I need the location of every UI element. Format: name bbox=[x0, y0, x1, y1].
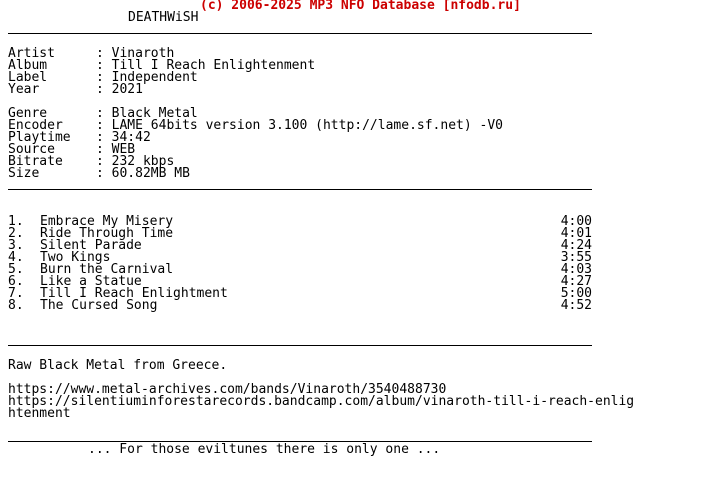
bandcamp-link-continued: htenment bbox=[8, 406, 71, 421]
track-title: Two Kings bbox=[40, 250, 111, 265]
info-sep: : bbox=[96, 70, 112, 85]
tech-sep: : bbox=[96, 106, 112, 121]
info-value: 2021 bbox=[111, 82, 143, 97]
info-key: Album bbox=[8, 58, 48, 73]
tech-key: Playtime bbox=[8, 130, 71, 145]
info-value: Till I Reach Enlightenment bbox=[111, 58, 316, 73]
track-duration: 4:52 bbox=[560, 298, 592, 313]
release-group-title: DEATHWiSH bbox=[128, 10, 199, 25]
tech-sep: : bbox=[96, 142, 112, 157]
divider bbox=[8, 33, 592, 34]
info-key: Label bbox=[8, 70, 48, 85]
track-title: Ride Through Time bbox=[40, 226, 174, 241]
track-number: 4. bbox=[8, 250, 24, 265]
track-number: 5. bbox=[8, 262, 24, 277]
track-number: 3. bbox=[8, 238, 24, 253]
tech-value: LAME 64bits version 3.100 (http://lame.sf.net) -V0 bbox=[111, 118, 503, 133]
tech-value: 232 kbps bbox=[111, 154, 175, 169]
track-number: 8. bbox=[8, 298, 24, 313]
tech-key: Bitrate bbox=[8, 154, 63, 169]
tech-key: Encoder bbox=[8, 118, 63, 133]
track-duration: 3:55 bbox=[560, 250, 592, 265]
track-number: 2. bbox=[8, 226, 24, 241]
track-duration: 4:01 bbox=[560, 226, 592, 241]
info-value: Independent bbox=[111, 70, 198, 85]
footer-tagline: ... For those eviltunes there is only one ... bbox=[88, 442, 441, 457]
tech-sep: : bbox=[96, 130, 112, 145]
copyright-notice: (c) 2006-2025 MP3 NFO Database [nfodb.ru] bbox=[200, 0, 521, 13]
info-row-year bbox=[8, 84, 143, 96]
track-title: Burn the Carnival bbox=[40, 262, 174, 277]
tech-sep: : bbox=[96, 154, 112, 169]
track-duration: 4:27 bbox=[560, 274, 592, 289]
track-title: Silent Parade bbox=[40, 238, 142, 253]
track-number: 6. bbox=[8, 274, 24, 289]
track-duration: 4:24 bbox=[560, 238, 592, 253]
info-sep: : bbox=[96, 82, 112, 97]
description-text: Raw Black Metal from Greece. bbox=[8, 358, 228, 373]
info-value: Vinaroth bbox=[111, 46, 175, 61]
bandcamp-link: https://silentiuminforestarecords.bandcamp.com/album/vinaroth-till-i-reach-enlig bbox=[8, 394, 635, 409]
tech-key: Genre bbox=[8, 106, 48, 121]
info-sep: : bbox=[96, 58, 112, 73]
tech-value: 60.82MB MB bbox=[111, 166, 190, 181]
track-number: 1. bbox=[8, 214, 24, 229]
info-sep: : bbox=[96, 46, 112, 61]
info-key: Year bbox=[8, 82, 40, 97]
tech-sep: : bbox=[96, 118, 112, 133]
tech-row-encoder bbox=[8, 120, 503, 132]
info-key: Artist bbox=[8, 46, 55, 61]
tech-value: WEB bbox=[111, 142, 136, 157]
track-number: 7. bbox=[8, 286, 24, 301]
track-duration: 4:03 bbox=[560, 262, 592, 277]
divider bbox=[8, 189, 592, 190]
track-title: Embrace My Misery bbox=[40, 214, 174, 229]
metal-archives-link: https://www.metal-archives.com/bands/Vinaroth/3540488730 bbox=[8, 382, 447, 397]
track-title: Like a Statue bbox=[40, 274, 142, 289]
track-title: The Cursed Song bbox=[40, 298, 158, 313]
track-row bbox=[8, 300, 592, 312]
divider bbox=[8, 345, 592, 346]
tech-key: Size bbox=[8, 166, 40, 181]
tech-key: Source bbox=[8, 142, 55, 157]
track-title: Till I Reach Enlightment bbox=[40, 286, 228, 301]
tech-value: Black Metal bbox=[111, 106, 198, 121]
tech-row-size bbox=[8, 168, 190, 180]
tech-sep: : bbox=[96, 166, 112, 181]
track-duration: 5:00 bbox=[560, 286, 592, 301]
tech-value: 34:42 bbox=[111, 130, 151, 145]
track-duration: 4:00 bbox=[560, 214, 592, 229]
